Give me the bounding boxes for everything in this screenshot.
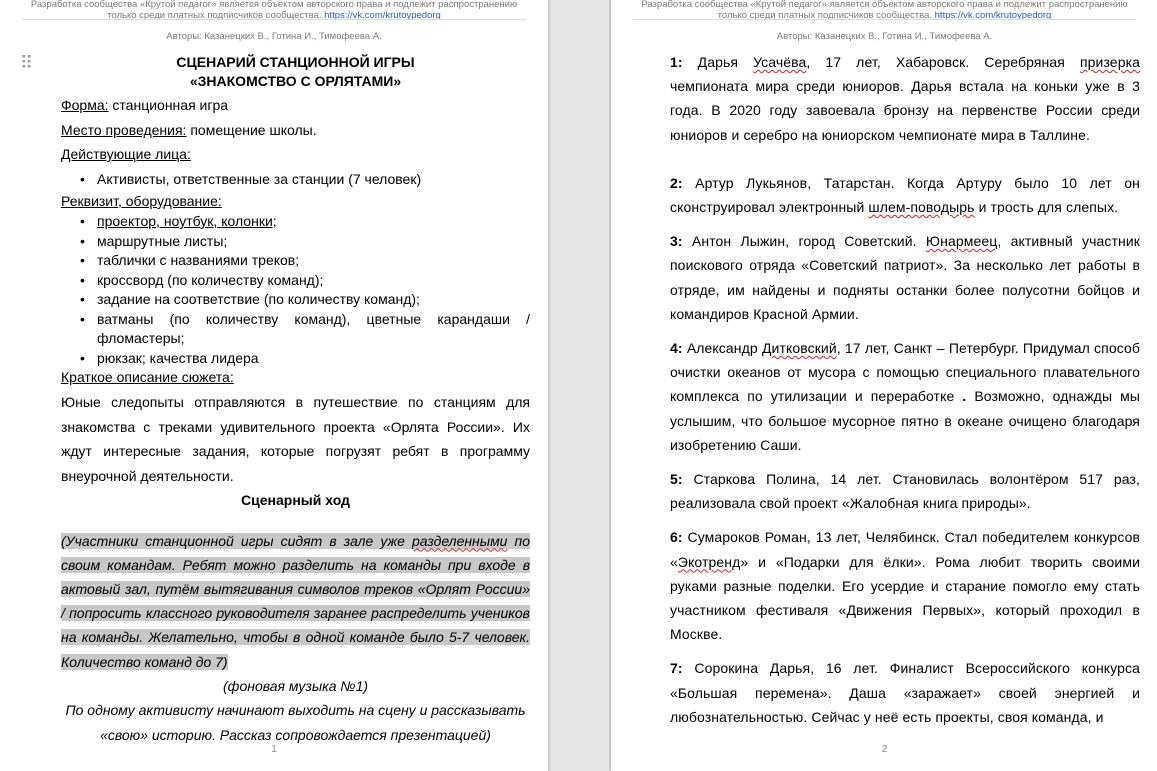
bio-text: Старкова Полина, 14 лет. Становилась волонтёром 517 раз, реализовала свой проект «Жалобная книга природы».	[670, 471, 1140, 512]
list-item: • проектор, ноутбук, колонки;	[97, 212, 530, 232]
bio-5	[670, 467, 1140, 515]
page2-body	[670, 50, 1140, 729]
form-value: станционная игра	[108, 97, 229, 113]
list-item: • задание на соответствие (по количеству команд);	[97, 290, 530, 310]
plot-label: Краткое описание сюжета:	[61, 369, 234, 385]
list-item: • Активисты, ответственные за станции (7 человек)	[97, 170, 530, 190]
props-label: Реквизит, оборудование:	[61, 193, 222, 209]
bio-text: , 17 лет, Хабаровск. Серебряная	[806, 54, 1080, 70]
music-cue: (фоновая музыка №1)	[222, 677, 369, 694]
document-page-2	[610, 0, 1157, 771]
bio-text: » и «Подарки для ёлки». Рома любит творить своими руками разные поделки. Его усердие и старание помогло ему стать участником фестиваля «Движения Первых», который проходил в Москве.	[670, 553, 1140, 643]
form-row	[61, 93, 530, 118]
list-item: • ватманы (по количеству команд), цветные карандаши / фломастеры;	[97, 310, 530, 349]
header-divider	[633, 19, 1136, 20]
bio-text: и трость для слепых.	[974, 199, 1119, 216]
community-link[interactable]: https://vk.com/krutoypedorg	[324, 10, 441, 21]
header-divider	[22, 19, 526, 20]
doc-title-line-1: СЦЕНАРИЙ СТАНЦИОННОЙ ИГРЫ	[176, 54, 415, 70]
list-item: • кроссворд (по количеству команд);	[97, 271, 530, 291]
place-label: Место проведения:	[61, 121, 187, 138]
bio-3	[670, 229, 1140, 326]
bio-text: Возможно, однажды мы услышим, что большое мусорное пятно в океане очищено благодаря изобретению Саши.	[670, 388, 1140, 453]
bio-4	[670, 336, 1140, 457]
copyright-notice	[0, 0, 548, 21]
notice-line-2: только среди платных подписчиков сообщества.	[717, 10, 932, 21]
bio-text: , активный участник поискового отряда «Советский патриот». За несколько лет работы в отряде, им найдены и подняты останки более полусотни бойцов и командиров Красной Армии.	[670, 233, 1141, 322]
community-link[interactable]: https://vk.com/krutoypedorg	[934, 10, 1052, 21]
bio-text: , 17 лет, Санкт – Петербург. Придумал способ очистки океанов от мусора с помощью специального плавательного комплекса по утилизации и переработке	[670, 340, 1140, 405]
note-misspelled-word: разделенными	[412, 532, 508, 549]
persons-row	[61, 142, 530, 167]
bio-number: 5:	[670, 471, 683, 488]
stage-note	[61, 529, 530, 674]
drag-handle-icon[interactable]: ⠿	[20, 53, 34, 73]
bio-text: Артур Лукьянов, Татарстан. Когда Артуру было 10 лет он сконструировал электронный	[670, 174, 1140, 216]
story-instruction: По одному активисту начинают выходить на сцену и рассказывать «свою» историю. Рассказ сопровождается презентацией)	[65, 702, 526, 743]
note-text-b: по своим командам. Ребят можно разделить на команды при входе в актовый зал, путём вытягивания символов треков «Орлят России» / попросить классного руководителя заранее распределить учеников на команды. Желательно, чтобы в одной команде было 5-7 человек. Количество команд до 7)	[61, 532, 530, 670]
page-number: 2	[881, 744, 888, 755]
misspelled-word: Экотренд	[677, 553, 741, 570]
notice-line-1: Разработка сообщества «Крутой педагог» является объектом авторского права и подлежит распространению	[641, 0, 1128, 10]
bio-number: 3:	[670, 233, 683, 250]
page1-body	[61, 53, 530, 747]
place-row	[61, 118, 530, 143]
bio-number: 2:	[670, 174, 683, 191]
plot-text: Юные следопыты отправляются в путешествие по станциям для знакомства с треками удивительного проекта «Орлята России». Их ждут интересные задания, которые погрузят ребят в программу внеурочной деятельности.	[61, 394, 530, 484]
persons-label: Действующие лица:	[61, 146, 191, 162]
list-item: • маршрутные листы;	[97, 232, 530, 252]
copyright-notice	[611, 0, 1157, 21]
misspelled-word: Юнармеец	[925, 233, 998, 250]
scenario-heading: Сценарный ход	[241, 492, 350, 508]
page-number: 1	[271, 744, 277, 755]
bio-6	[670, 525, 1140, 646]
bio-text: Дарья	[682, 54, 754, 70]
notice-line-2: только среди платных подписчиков сообщества.	[107, 10, 322, 21]
bio-text: Сумароков Роман, 13 лет, Челябинск. Стал победителем конкурсов «	[670, 529, 1140, 570]
persons-list	[61, 170, 530, 190]
misspelled-word: призерка	[1079, 54, 1140, 70]
list-item: • рюкзак; качества лидера	[97, 349, 530, 369]
bio-number: 1:	[670, 54, 683, 70]
misspelled-word: Усачёва	[753, 54, 807, 70]
bio-number: 6:	[670, 529, 683, 546]
bio-text: Сорокина Дарья, 16 лет. Финалист Всероссийского конкурса «Большая перемена». Даша «заражает» своей энергией и любознательностью. Сейчас у неё есть проекты, своя команда, и	[670, 660, 1140, 725]
bio-2	[670, 171, 1140, 219]
bio-1	[670, 50, 1140, 147]
notice-line-1: Разработка сообщества «Крутой педагог» является объектом авторского права и подлежит распространению	[30, 0, 518, 10]
note-text-a: (Участники станционной игры сидят в зале уже	[61, 532, 412, 549]
list-item: • таблички с названиями треков;	[97, 251, 530, 271]
bio-dot: .	[962, 388, 967, 405]
bio-text: чемпионата мира среди юниоров. Дарья встала на коньки уже в 3 года. В 2020 году завоевала бронзу на первенстве России среди юниоров и серебро на юниорском чемпионате мира в Таллине.	[670, 78, 1140, 143]
misspelled-word: Дитковский	[761, 340, 837, 357]
document-page-1	[0, 0, 549, 771]
authors-line: Авторы: Казанецких В., Готина И., Тимофеева А.	[166, 31, 382, 42]
misspelled-word: шлем-поводырь	[868, 199, 975, 216]
bio-number: 4:	[670, 340, 683, 357]
bio-text: Антон Лыжин, город Советский.	[682, 233, 926, 250]
props-list	[61, 212, 530, 368]
authors-line: Авторы: Казанецких В., Готина И., Тимофеева А.	[776, 31, 993, 42]
props-row	[61, 191, 530, 212]
bio-number: 7:	[670, 660, 683, 677]
doc-title-line-2: «ЗНАКОМСТВО С ОРЛЯТАМИ»	[189, 73, 402, 89]
place-value: помещение школы.	[186, 121, 317, 138]
plot-row	[61, 368, 530, 386]
bio-text: Александр	[682, 340, 762, 357]
bio-7	[670, 656, 1140, 729]
form-label: Форма:	[61, 97, 109, 113]
